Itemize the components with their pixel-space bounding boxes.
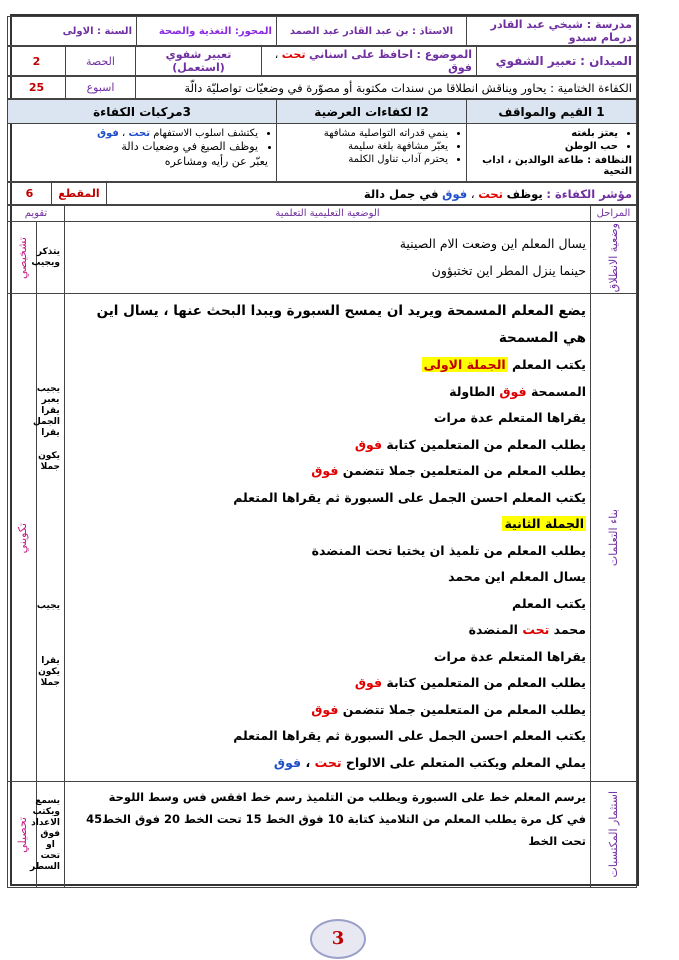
- final-competency: الكفاءة الختامية : يحاور ويناقش انطلاقا من سندات مكتوبة أو مصوّرة في وضعيّات تواصليّة دالّة: [136, 77, 637, 99]
- topic-sep: ،: [274, 48, 279, 61]
- component-word-under: تحت: [128, 128, 151, 139]
- stage2-eval: [32, 294, 65, 782]
- eval-line: الجمل: [32, 417, 60, 428]
- lesson-line: يكتب المعلم احسن الجمل على السبورة ثم يقراها المتعلم: [233, 489, 586, 505]
- topic-value: احافظ على اسناني: [308, 48, 414, 61]
- lesson-text: الطاولة: [449, 383, 496, 399]
- lesson-line: [69, 750, 586, 777]
- component-item-text: يكتشف اسلوب الاستفهام: [153, 128, 258, 139]
- lesson-text: محمد: [553, 622, 586, 638]
- values-item: النظافة : طاعة الوالدين ، اداب التحية: [482, 155, 632, 177]
- lesson-text: يطلب المعلم من المتعلمين كتابة: [386, 436, 586, 452]
- values-cell: [467, 124, 637, 182]
- transversal-item: • ينمي قدراته التواصلية مشافهة: [281, 127, 448, 140]
- eval-line: السطر: [30, 862, 60, 873]
- session-label: الحصة: [66, 47, 136, 76]
- values-title: 1 القيم والمواقف: [467, 100, 637, 124]
- stage3-eval-type: تحصيلي: [15, 816, 29, 853]
- lesson-line: يقراها المتعلم عدة مرات: [433, 410, 586, 426]
- lesson-text: يطلب المعلم من المتعلمين جملا تتضمن: [342, 701, 586, 717]
- lesson-line: يطلب المعلم من تلميذ ان يختبا تحت المنضدة: [311, 542, 586, 558]
- eval-line: فوق او: [40, 829, 60, 851]
- topic-word-over: فوق: [448, 61, 472, 74]
- lesson-line: [69, 697, 586, 724]
- eval-line: يكون جملا: [38, 451, 60, 473]
- situation-header: الوضعية التعليمية التعلمية: [65, 206, 591, 222]
- lesson-line: في كل مرة يطلب المعلم من التلاميذ كتابة 10 فوق الخط 15 تحت الخط 20 فوق الخط45 تحت الخط: [86, 812, 586, 849]
- eval-line: ويكتب: [32, 807, 60, 818]
- indicator-sep: ،: [470, 186, 475, 201]
- header-table-3: [7, 76, 637, 99]
- component-item: يعبّر عن رأيه ومشاعره: [164, 155, 268, 168]
- evaluation-header: تقويم: [7, 206, 64, 222]
- lesson-line: [69, 379, 586, 406]
- keyword-over: فوق: [354, 675, 383, 691]
- components-title: 3مركبات الكفاءة: [8, 100, 277, 124]
- indicator-word-over: فوق: [442, 186, 468, 201]
- keyword-over: فوق: [354, 436, 383, 452]
- stage3-content: [65, 782, 591, 888]
- topic-label: الموضوع :: [416, 48, 472, 61]
- stage3-eval: [30, 782, 65, 888]
- component-sep: ،: [122, 128, 126, 139]
- eval-line: يجيب: [36, 601, 60, 612]
- lesson-line: يكتب المعلم: [512, 595, 586, 611]
- activity-title: تعبير شفوي (استعمل): [136, 47, 262, 76]
- year-label: السنة : الاولى: [8, 17, 137, 46]
- stage1-name: وضعية الانطلاق: [607, 223, 620, 293]
- topic-word-under: تحت: [281, 48, 306, 61]
- indicator-text-2: في جمل دالة: [363, 186, 439, 201]
- component-item: • يوظف الصيغ في وضعيات دالة: [12, 140, 258, 153]
- domain-label: الميدان :: [580, 54, 632, 68]
- eval-line: يقرا: [41, 428, 60, 439]
- stages-header: المراحل: [591, 206, 637, 222]
- session-value: 2: [8, 47, 66, 76]
- domain-cell: [477, 47, 637, 76]
- lesson-sep: ،: [305, 754, 311, 770]
- lesson-text: المنضدة: [468, 622, 518, 638]
- keyword-over: فوق: [311, 463, 339, 479]
- lesson-line: يضع المعلم المسمحة ويريد ان يمسح السبورة ويبدا البحث عنها ، يسال اين هي المسمحة: [96, 303, 586, 347]
- topic-cell: [262, 47, 477, 76]
- stage2-name-cell: [591, 294, 637, 782]
- indicator-cell: [107, 183, 637, 205]
- header-table: [7, 16, 637, 46]
- transversal-item: • يعبّر مشافهة بلغة سليمة: [281, 140, 448, 153]
- segment-label: المقطع: [52, 183, 107, 205]
- indicator-label: مؤشر الكفاءة :: [546, 186, 632, 201]
- eval-line: يكون جملا: [38, 667, 60, 689]
- stage3-name-cell: [591, 782, 637, 888]
- indicator-text: يوظف: [506, 186, 543, 201]
- lesson-line: يقراها المتعلم عدة مرات: [433, 648, 586, 664]
- page-number: 3: [310, 919, 366, 959]
- eval-line: يجيب: [36, 384, 60, 395]
- highlight-sentence-2: الجملة الثانية: [504, 516, 584, 532]
- lesson-line: يكتب المعلم احسن الجمل على السبورة ثم يقراها المتعلم: [233, 728, 586, 744]
- stage1-eval-type: تشخيصي: [15, 236, 29, 279]
- eval-line: يقرا: [41, 656, 60, 667]
- domain-value: تعبير الشفوي: [495, 54, 577, 68]
- axis-label: المحور: التغذية والصحة: [137, 17, 277, 46]
- eval-line: الاعداد: [31, 818, 60, 829]
- transversal-item: • يحترم آداب تناول الكلمة: [281, 153, 448, 166]
- lesson-line: [69, 617, 586, 644]
- lesson-sheet: [10, 14, 639, 886]
- eval-line: يسمع: [35, 796, 60, 807]
- components-cell: [8, 124, 277, 182]
- indicator-table: [7, 182, 637, 205]
- lesson-line: [69, 511, 586, 538]
- keyword-under: تحت: [314, 754, 342, 770]
- week-label: اسبوع: [66, 77, 136, 99]
- indicator-word-under: تحت: [478, 186, 503, 201]
- values-item: • يعتز بلغته: [471, 127, 618, 140]
- lesson-line: حينما ينزل المطر اين تختبؤون: [431, 262, 586, 278]
- stage1-eval: [31, 222, 65, 294]
- values-item: • حب الوطن: [471, 140, 618, 153]
- highlight-sentence-1: الجملة الاولى: [423, 357, 506, 373]
- header-table-2: [7, 46, 637, 76]
- transversal-cell: [277, 124, 467, 182]
- stage2-eval-type-cell: [7, 294, 36, 782]
- eval-line: ويجيب: [31, 257, 60, 268]
- lesson-line: يرسم المعلم خط على السبورة ويطلب من التلميذ رسم خط افقس فس وسط اللوحة: [108, 790, 586, 805]
- stage1-content: [65, 222, 591, 294]
- eval-line: تحت: [40, 851, 60, 862]
- lesson-line: يسال المعلم اين وضعت الام الصينية: [399, 236, 586, 252]
- lesson-table: [7, 205, 637, 888]
- stage1-name-cell: [591, 222, 637, 294]
- lesson-text: يملي المعلم ويكتب المتعلم على الالواح: [345, 754, 586, 770]
- keyword-over: فوق: [273, 754, 302, 770]
- lesson-line: [69, 670, 586, 697]
- school-name: مدرسة : شيخي عبد القادر درمام سبدو: [467, 17, 637, 46]
- keyword-over: فوق: [311, 701, 339, 717]
- lesson-text: يطلب المعلم من المتعلمين جملا تتضمن: [342, 463, 586, 479]
- lesson-line: يسال المعلم اين محمد: [448, 569, 586, 585]
- lesson-line: [69, 352, 586, 379]
- lesson-line: [69, 458, 586, 485]
- lesson-text: المسمحة: [530, 383, 586, 399]
- week-value: 25: [8, 77, 66, 99]
- stage3-name: استثمار المكتسبات: [607, 791, 620, 878]
- segment-value: 6: [8, 183, 52, 205]
- component-word-over: فوق: [97, 128, 119, 139]
- stage2-name: بناء التعلمات: [607, 509, 620, 567]
- stage2-eval-type: تكويني: [15, 522, 29, 553]
- transversal-title: 2ا لكفاءات العرضية: [277, 100, 467, 124]
- eval-line: يعبر يقرا: [41, 395, 60, 417]
- eval-line: يتذكر: [36, 246, 60, 257]
- lesson-text: يكتب المعلم: [512, 357, 586, 373]
- stage2-content: [65, 294, 591, 782]
- competencies-table: [7, 99, 637, 182]
- lesson-text: يطلب المعلم من المتعلمين كتابة: [386, 675, 586, 691]
- teacher-name: الاستاذ : بن عبد القادر عبد الصمد: [277, 17, 467, 46]
- keyword-under: تحت: [522, 622, 550, 638]
- lesson-line: [69, 432, 586, 459]
- component-item: [12, 127, 258, 140]
- keyword-over: فوق: [499, 383, 527, 399]
